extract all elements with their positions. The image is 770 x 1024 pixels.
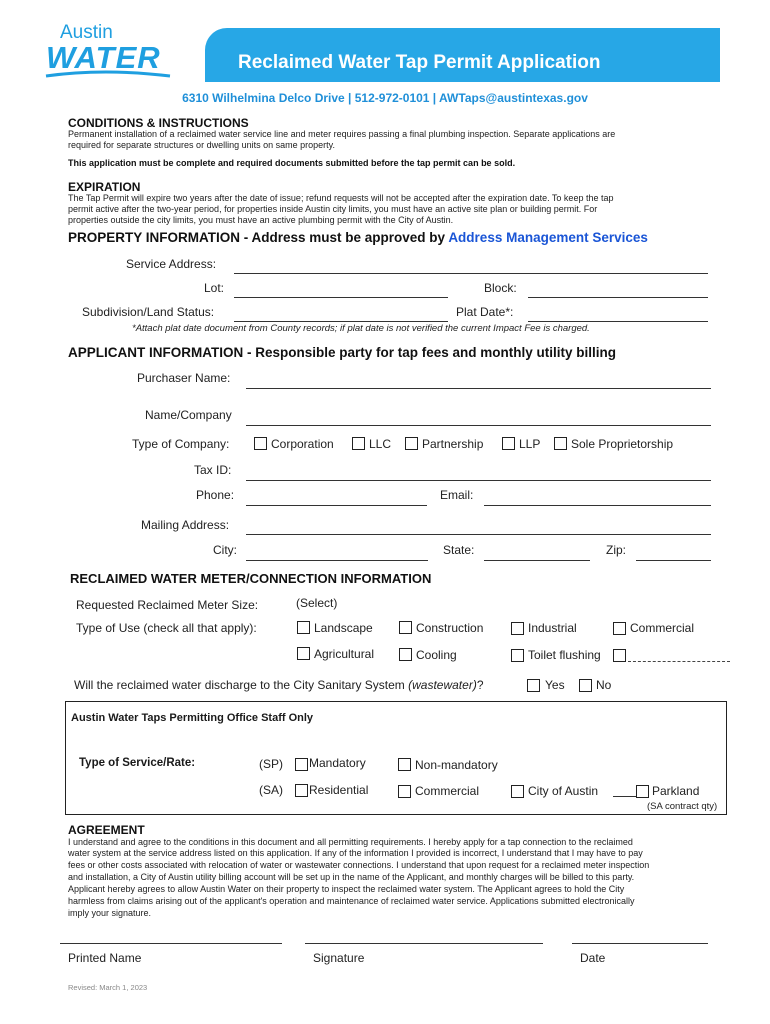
printed-name-label: Printed Name	[68, 951, 142, 965]
meter-size-select[interactable]: (Select)	[296, 596, 338, 610]
state-label: State:	[443, 543, 475, 557]
llp-label: LLP	[519, 437, 541, 451]
expiration-line-3: properties outside the city limits, you must have an active plumbing permit with the City of Austin.	[68, 215, 454, 225]
signature-field[interactable]	[305, 943, 543, 944]
landscape-label: Landscape	[314, 621, 373, 635]
conditions-line-1: Permanent installation of a reclaimed water service line and meter requires passing a final plumbing inspection. Separate applications are	[68, 129, 616, 139]
plat-date-field[interactable]	[528, 321, 708, 322]
plat-date-label: Plat Date*:	[456, 305, 514, 319]
type-of-use-label: Type of Use (check all that apply):	[76, 621, 257, 635]
logo-water-text: WATER	[46, 40, 161, 75]
sp-label: (SP)	[259, 757, 283, 771]
non-mandatory-checkbox[interactable]	[398, 758, 411, 771]
conditions-heading: CONDITIONS & INSTRUCTIONS	[68, 116, 249, 130]
mandatory-checkbox[interactable]	[295, 758, 308, 771]
plat-date-note: *Attach plat date document from County records; if plat date is not verified the current Impact Fee is charged.	[132, 323, 590, 334]
discharge-question-text: Will the reclaimed water discharge to the City Sanitary System	[74, 678, 409, 692]
tax-id-field[interactable]	[246, 480, 711, 481]
purchaser-name-field[interactable]	[246, 388, 711, 389]
date-label: Date	[580, 951, 606, 965]
agricultural-checkbox[interactable]	[297, 647, 310, 660]
city-field[interactable]	[246, 560, 428, 561]
lot-field[interactable]	[234, 297, 448, 298]
agreement-line-7: imply your signature.	[68, 908, 152, 918]
llp-checkbox[interactable]	[502, 437, 515, 450]
commercial-rate-checkbox[interactable]	[398, 785, 411, 798]
sole-proprietorship-label: Sole Proprietorship	[571, 437, 674, 451]
discharge-no-label: No	[596, 678, 612, 692]
sa-label: (SA)	[259, 783, 283, 797]
landscape-checkbox[interactable]	[297, 621, 310, 634]
partnership-checkbox[interactable]	[405, 437, 418, 450]
residential-checkbox[interactable]	[295, 784, 308, 797]
discharge-yes-label: Yes	[545, 678, 565, 692]
expiration-line-1: The Tap Permit will expire two years after the date of issue; refund requests will not be accepted after the expiration date. To keep the tap	[68, 193, 614, 203]
expiration-heading: EXPIRATION	[68, 180, 141, 194]
parkland-qty-field[interactable]	[613, 796, 637, 797]
toilet-flushing-label: Toilet flushing	[528, 648, 601, 662]
mandatory-label: Mandatory	[309, 756, 366, 770]
mailing-address-label: Mailing Address:	[141, 518, 230, 532]
purchaser-name-label: Purchaser Name:	[137, 371, 231, 385]
applicant-heading: APPLICANT INFORMATION - Responsible party for tap fees and monthly utility billing	[68, 345, 617, 360]
revised-date: Revised: March 1, 2023	[68, 983, 148, 992]
commercial-use-label: Commercial	[630, 621, 695, 635]
mailing-address-field[interactable]	[246, 534, 711, 535]
industrial-label: Industrial	[528, 621, 577, 635]
lot-label: Lot:	[204, 281, 225, 295]
expiration-line-2: permit active after the two-year period, for properties inside Austin city limits, you must have an active site plan or building permit. For	[68, 204, 598, 214]
logo-swoosh-icon	[44, 70, 174, 82]
contact-info: 6310 Wilhelmina Delco Drive | 512-972-0101 | AWTaps@austintexas.gov	[182, 91, 588, 105]
agreement-heading: AGREEMENT	[68, 823, 145, 837]
llc-checkbox[interactable]	[352, 437, 365, 450]
email-field[interactable]	[484, 505, 711, 506]
agricultural-label: Agricultural	[314, 647, 375, 661]
non-mandatory-label: Non-mandatory	[415, 758, 498, 772]
llc-label: LLC	[369, 437, 392, 451]
block-label: Block:	[484, 281, 517, 295]
subdivision-label: Subdivision/Land Status:	[82, 305, 215, 319]
agreement-line-1: I understand and agree to the conditions in this document and all permitting requirements. I hereby apply for a tap connection to the reclaimed	[68, 837, 633, 847]
commercial-rate-label: Commercial	[415, 784, 480, 798]
toilet-flushing-checkbox[interactable]	[511, 649, 524, 662]
construction-label: Construction	[416, 621, 484, 635]
subdivision-field[interactable]	[234, 321, 448, 322]
service-rate-label: Type of Service/Rate:	[79, 757, 196, 769]
commercial-use-checkbox[interactable]	[613, 622, 626, 635]
state-field[interactable]	[484, 560, 590, 561]
agreement-line-4: and installation, a City of Austin utility billing account will be set up in the name of the Applicant, and monthly charges will be billed to this party.	[68, 872, 635, 882]
parkland-label: Parkland	[652, 784, 700, 798]
other-use-field[interactable]	[628, 661, 730, 662]
sole-proprietorship-checkbox[interactable]	[554, 437, 567, 450]
other-use-checkbox[interactable]	[613, 649, 626, 662]
signature-label: Signature	[313, 951, 365, 965]
construction-checkbox[interactable]	[399, 621, 412, 634]
discharge-no-checkbox[interactable]	[579, 679, 592, 692]
agreement-line-3: fees or other costs associated with relocation of water or wastewater connections. I understand that upon request for a reclaimed meter inspection	[68, 860, 650, 870]
email-label: Email:	[440, 488, 474, 502]
meter-heading: RECLAIMED WATER METER/CONNECTION INFORMATION	[70, 571, 432, 586]
industrial-checkbox[interactable]	[511, 622, 524, 635]
residential-label: Residential	[309, 783, 369, 797]
agreement-line-5: Applicant hereby agrees to allow Austin Water on their property to inspect the reclaimed water system. The Applicant agrees to hold the City	[68, 884, 625, 894]
discharge-yes-checkbox[interactable]	[527, 679, 540, 692]
agreement-line-6: harmless from claims arising out of the applicant's operation and maintenance of reclaimed water service. Applications submitted electronically	[68, 896, 635, 906]
city-of-austin-checkbox[interactable]	[511, 785, 524, 798]
sa-contract-qty-note: (SA contract qty)	[647, 801, 718, 812]
address-management-link[interactable]: Address Management Services	[448, 230, 648, 245]
staff-only-heading: Austin Water Taps Permitting Office Staff Only	[71, 712, 314, 724]
cooling-checkbox[interactable]	[399, 648, 412, 661]
date-field[interactable]	[572, 943, 708, 944]
city-label: City:	[213, 543, 237, 557]
meter-size-label: Requested Reclaimed Meter Size:	[76, 598, 259, 612]
discharge-question-mark: ?	[476, 678, 484, 692]
zip-field[interactable]	[636, 560, 711, 561]
agreement-line-2: water system at the service address listed on this application. If any of the information I provided is incorrect, I understand that I may have to pay	[68, 848, 643, 858]
logo-austin-text: Austin	[60, 22, 113, 43]
parkland-checkbox[interactable]	[636, 785, 649, 798]
city-of-austin-label: City of Austin	[528, 784, 599, 798]
discharge-question	[74, 678, 484, 692]
zip-label: Zip:	[606, 543, 627, 557]
name-company-field[interactable]	[246, 425, 711, 426]
property-heading-text: PROPERTY INFORMATION - Address must be approved by	[68, 230, 449, 245]
partnership-label: Partnership	[422, 437, 484, 451]
printed-name-field[interactable]	[60, 943, 282, 944]
tax-id-label: Tax ID:	[194, 463, 232, 477]
block-field[interactable]	[528, 297, 708, 298]
discharge-question-wastewater: (wastewater)	[408, 678, 477, 692]
service-address-label: Service Address:	[126, 257, 217, 271]
conditions-line-2: required for separate structures or dwelling units on same property.	[68, 140, 335, 150]
name-company-label: Name/Company	[145, 408, 232, 422]
conditions-bold-note: This application must be complete and required documents submitted before the tap permit can be sold.	[68, 158, 516, 168]
corporation-checkbox[interactable]	[254, 437, 267, 450]
phone-field[interactable]	[246, 505, 427, 506]
property-heading	[68, 230, 648, 245]
corporation-label: Corporation	[271, 437, 334, 451]
type-of-company-label: Type of Company:	[132, 437, 230, 451]
cooling-label: Cooling	[416, 648, 457, 662]
service-address-field[interactable]	[234, 273, 708, 274]
page-title: Reclaimed Water Tap Permit Application	[238, 52, 601, 73]
phone-label: Phone:	[196, 488, 235, 502]
